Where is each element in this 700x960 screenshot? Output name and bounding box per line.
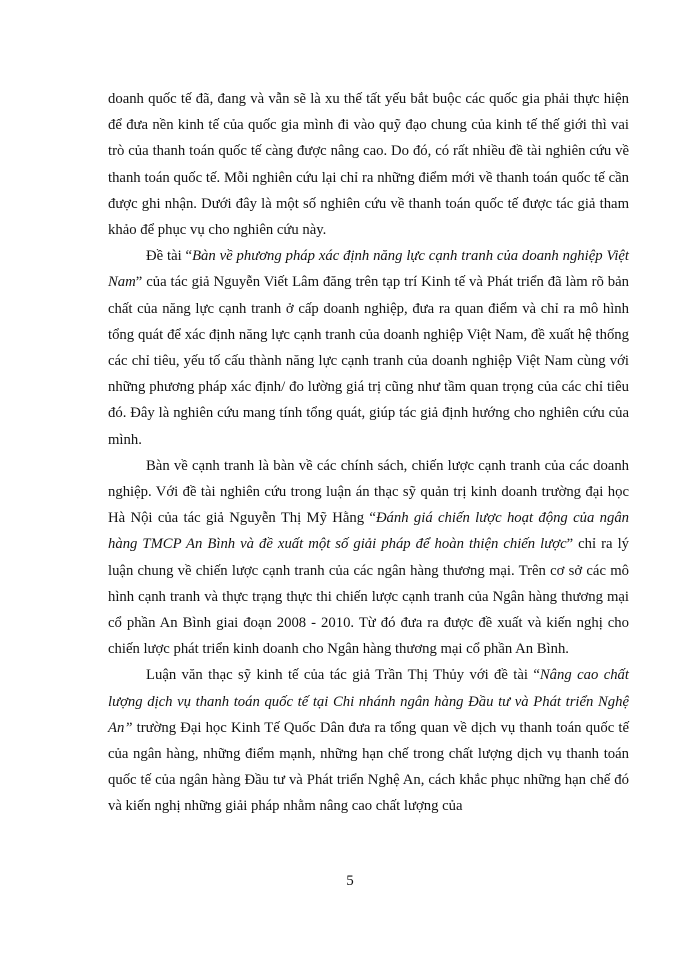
page-number: 5 <box>346 873 354 889</box>
paragraph <box>108 86 629 243</box>
paragraph-text: ” của tác giả Nguyễn Viết Lâm đăng trên tạp trí Kinh tế và Phát triển đã làm rõ bản chất của năng lực cạnh tranh ở cấp doanh nghiệp, đưa ra quan điểm và chỉ ra mô hình tổng quát để xác định năng lực cạnh tranh của doanh nghiệp Việt Nam, đề xuất hệ thống các chỉ tiêu, yếu tố cấu thành năng lực cạnh tranh của doanh nghiệp Việt Nam cùng với những phương pháp xác định/ đo lường giá trị cũng như tầm quan trọng của các chỉ tiêu đó. Đây là nghiên cứu mang tính tổng quát, giúp tác giả định hướng cho nghiên cứu của mình. <box>108 274 629 448</box>
cited-title: Đánh giá chiến lược hoạt động của ngân hàng TMCP An Bình và đề xuất một số giải pháp để hoàn thiện chiến lược <box>108 510 630 553</box>
paragraph <box>108 662 629 819</box>
paragraph-text: Đề tài “ <box>146 248 193 265</box>
paragraph <box>108 243 629 453</box>
cited-title: Bàn về phương pháp xác định năng lực cạnh tranh của doanh nghiệp Việt Nam <box>108 248 629 291</box>
paragraph-text: doanh quốc tế đã, đang và vẫn sẽ là xu thế tất yếu bắt buộc các quốc gia phải thực hiện để đưa nền kinh tế của quốc gia mình đi vào quỹ đạo chung của kinh tế thế giới thì vai trò của thanh toán quốc tế càng được nâng cao. Do đó, có rất nhiều đề tài nghiên cứu về thanh toán quốc tế. Mỗi nghiên cứu lại chỉ ra những điểm mới về thanh toán quốc tế cần được ghi nhận. Dưới đây là một số nghiên cứu về thanh toán quốc tế được tác giả tham khảo để phục vụ cho nghiên cứu này. <box>108 91 629 239</box>
paragraph <box>108 453 629 663</box>
paragraph-text: ” chỉ ra lý luận chung về chiến lược cạnh tranh của các ngân hàng thương mại. Trên cơ sở các mô hình cạnh tranh và thực trạng thực thi chiến lược cạnh tranh của Ngân hàng thương mại cổ phần An Bình giai đoạn 2008 - 2010. Từ đó đưa ra được đề xuất và kiến nghị cho chiến lược phát triển kinh doanh cho Ngân hàng thương mại cổ phần An Bình. <box>108 536 629 658</box>
paragraph-text: trường Đại học Kinh Tế Quốc Dân đưa ra tổng quan về dịch vụ thanh toán quốc tế của ngân hàng, những điểm mạnh, những hạn chế trong chất lượng dịch vụ thanh toán quốc tế của ngân hàng Đầu tư và Phát triển Nghệ An, cách khắc phục những hạn chế đó và kiến nghị những giải pháp nhằm nâng cao chất lượng của <box>108 719 629 815</box>
body-text <box>108 86 629 820</box>
cited-title: Nâng cao chất lượng dịch vụ thanh toán quốc tế tại Chi nhánh ngân hàng Đầu tư và Phát triển Nghệ An” <box>108 667 629 736</box>
paragraph-text: Bàn về cạnh tranh là bàn về các chính sách, chiến lược cạnh tranh của các doanh nghiệp. Với đề tài nghiên cứu trong luận án thạc sỹ quản trị kinh doanh trường đại học Hà Nội của tác giả Nguyễn Thị Mỹ Hằng “ <box>108 457 629 527</box>
paragraph-text: Luận văn thạc sỹ kinh tế của tác giả Trần Thị Thủy với đề tài “ <box>146 667 540 684</box>
